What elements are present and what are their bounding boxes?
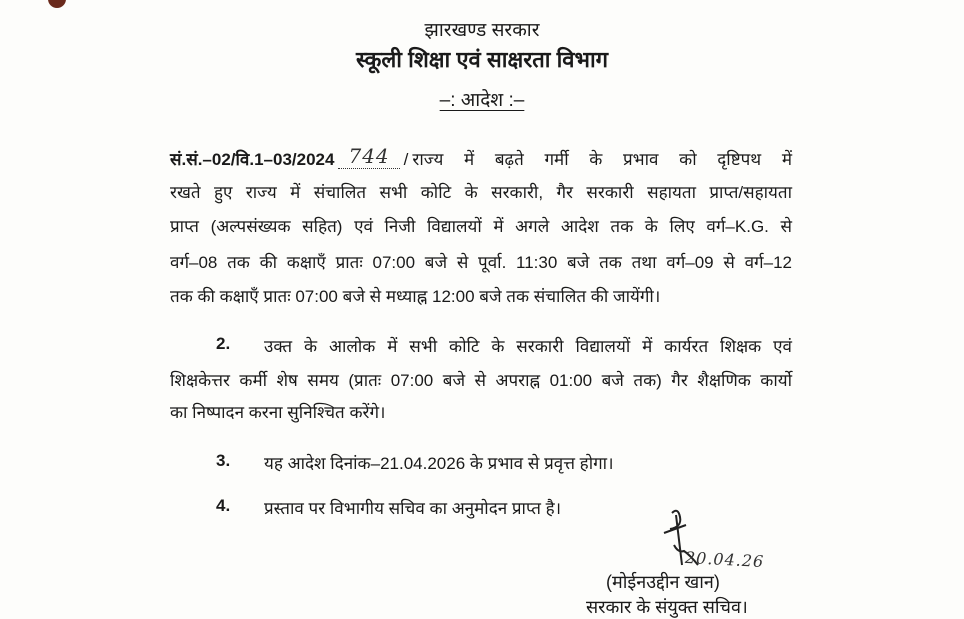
order-title bbox=[0, 86, 964, 112]
paragraph1-line: तक की कक्षाएँ प्रातः 07:00 बजे से मध्याह्न 12:00 बजे तक संचालित की जायेंगी। bbox=[170, 287, 661, 306]
order-number-prefix: सं.सं.–02/वि.1–03/2024 bbox=[170, 150, 335, 169]
item4-text: प्रस्ताव पर विभागीय सचिव का अनुमोदन प्राप्त है। bbox=[264, 499, 562, 518]
paragraph1-line: राज्य में बढ़ते गर्मी के प्रभाव को दृष्टिपथ में bbox=[412, 150, 792, 169]
paragraph2-line: उक्त के आलोक में सभी कोटि के सरकारी विद्यालयों में कार्यरत शिक्षक एवं bbox=[264, 337, 792, 356]
item3-number: 3. bbox=[216, 451, 231, 470]
paragraph1-line: वर्ग–08 तक की कक्षाएँ प्रातः 07:00 बजे से पूर्वा. 11:30 बजे तक तथा वर्ग–09 से वर्ग–12 bbox=[170, 253, 792, 272]
corner-mark bbox=[48, 0, 66, 8]
paragraph2-line: का निष्पादन करना सुनिश्चित करेंगे। bbox=[170, 403, 386, 422]
order-number-suffix: / bbox=[403, 150, 409, 169]
paragraph2-line: शिक्षकेत्तर कर्मी शेष समय (प्रातः 07:00 बजे से अपराह्न 01:00 बजे तक) गैर शैक्षणिक कार्यो bbox=[170, 371, 792, 390]
government-heading: झारखण्ड सरकार bbox=[424, 20, 540, 41]
order-number-line bbox=[170, 146, 792, 171]
paragraph2-number: 2. bbox=[216, 334, 231, 353]
handwritten-order-number: 744 bbox=[338, 144, 399, 169]
paragraph1-line: प्राप्त (अल्पसंख्यक सहित) एवं निजी विद्यालयों में अगले आदेश तक के लिए वर्ग–K.G. से bbox=[170, 217, 792, 236]
item3-text: यह आदेश दिनांक–21.04.2026 के प्रभाव से प्रवृत्त होगा। bbox=[264, 454, 614, 473]
item4-number: 4. bbox=[216, 496, 231, 515]
order-title-text: –: आदेश :– bbox=[439, 90, 525, 111]
department-heading: स्कूली शिक्षा एवं साक्षरता विभाग bbox=[355, 47, 609, 72]
signature-date: 20.04.26 bbox=[684, 547, 765, 572]
signatory-designation: सरकार के संयुक्त सचिव। bbox=[586, 597, 748, 617]
signatory-name: (मोईनउद्दीन खान) bbox=[606, 572, 720, 592]
paragraph1-line: रखते हुए राज्य में संचालित सभी कोटि के सरकारी, गैर सरकारी सहायता प्राप्त/सहायता bbox=[170, 183, 792, 202]
